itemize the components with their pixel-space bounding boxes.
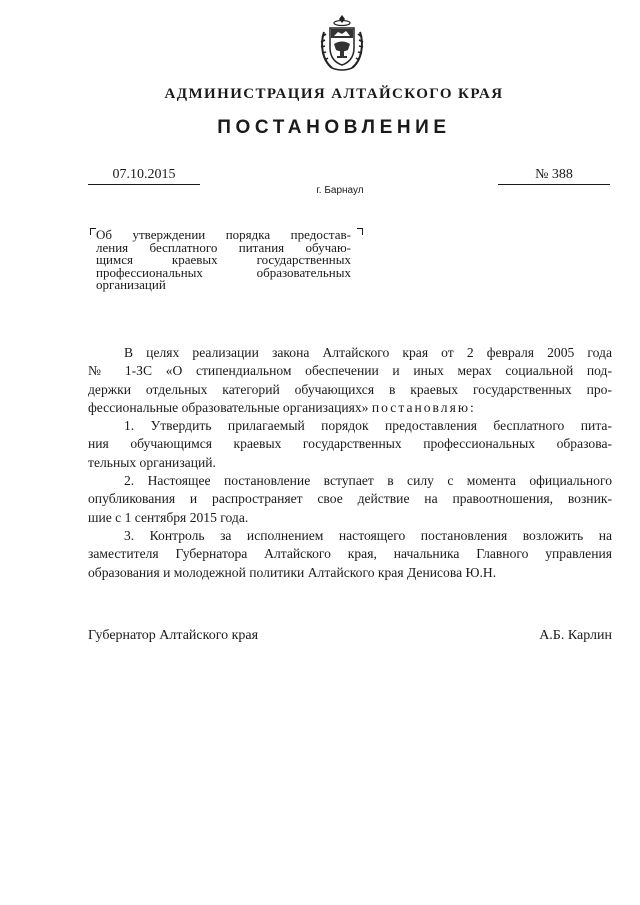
document-number: № 388 — [498, 167, 610, 185]
subject-line: ления бесплатного питания обучаю- — [96, 239, 351, 255]
body-line: 1. Утвердить прилагаемый порядок предоставления бесплатного пита- — [124, 418, 612, 434]
coat-of-arms-icon — [318, 14, 366, 74]
body-line: шие с 1 сентября 2015 года. — [88, 509, 249, 525]
body-line: ния обучающимся краевых государственных профессиональных образова- — [88, 436, 612, 452]
document-body — [88, 344, 612, 582]
body-line: 3. Контроль за исполнением настоящего постановления возложить на — [124, 527, 612, 543]
body-line: опубликования и распространяет свое действие на правоотношения, возник- — [88, 491, 612, 507]
body-line: образования и молодежной политики Алтайского края Денисова Ю.Н. — [88, 564, 497, 580]
body-line: № 1-ЗС «О стипендиальном обеспечении и иных мерах социальной под- — [88, 363, 612, 379]
subject-line: организаций — [96, 277, 166, 292]
signatory-name: А.Б. Карлин — [539, 628, 612, 643]
body-line: держки отдельных категорий обучающихся в краевых государственных про- — [88, 381, 612, 397]
subject-line: профессиональных образовательных — [96, 264, 351, 280]
resolve-word: постановляю: — [371, 399, 476, 415]
signatory-title: Губернатор Алтайского края — [88, 628, 259, 643]
body-line: тельных организаций. — [88, 454, 216, 470]
body-line: заместителя Губернатора Алтайского края, начальника Главного управления — [88, 546, 612, 562]
authority-title: АДМИНИСТРАЦИЯ АЛТАЙСКОГО КРАЯ — [164, 86, 504, 102]
body-line: В целях реализации закона Алтайского края от 2 февраля 2005 года — [124, 345, 612, 360]
preamble-end: фессиональные образовательные организациях» — [88, 399, 369, 415]
document-type: ПОСТАНОВЛЕНИЕ — [217, 117, 451, 138]
subject-line: щимся краевых государственных — [96, 252, 351, 267]
body-line — [88, 399, 612, 417]
subject-line: Об утверждении порядка предостав- — [96, 227, 351, 242]
city-label: г. Барнаул — [316, 185, 364, 196]
subject-corner-right — [357, 228, 363, 235]
body-line: 2. Настоящее постановление вступает в силу с момента официального — [124, 473, 612, 489]
document-subject — [96, 229, 351, 292]
document-date: 07.10.2015 — [88, 167, 200, 185]
